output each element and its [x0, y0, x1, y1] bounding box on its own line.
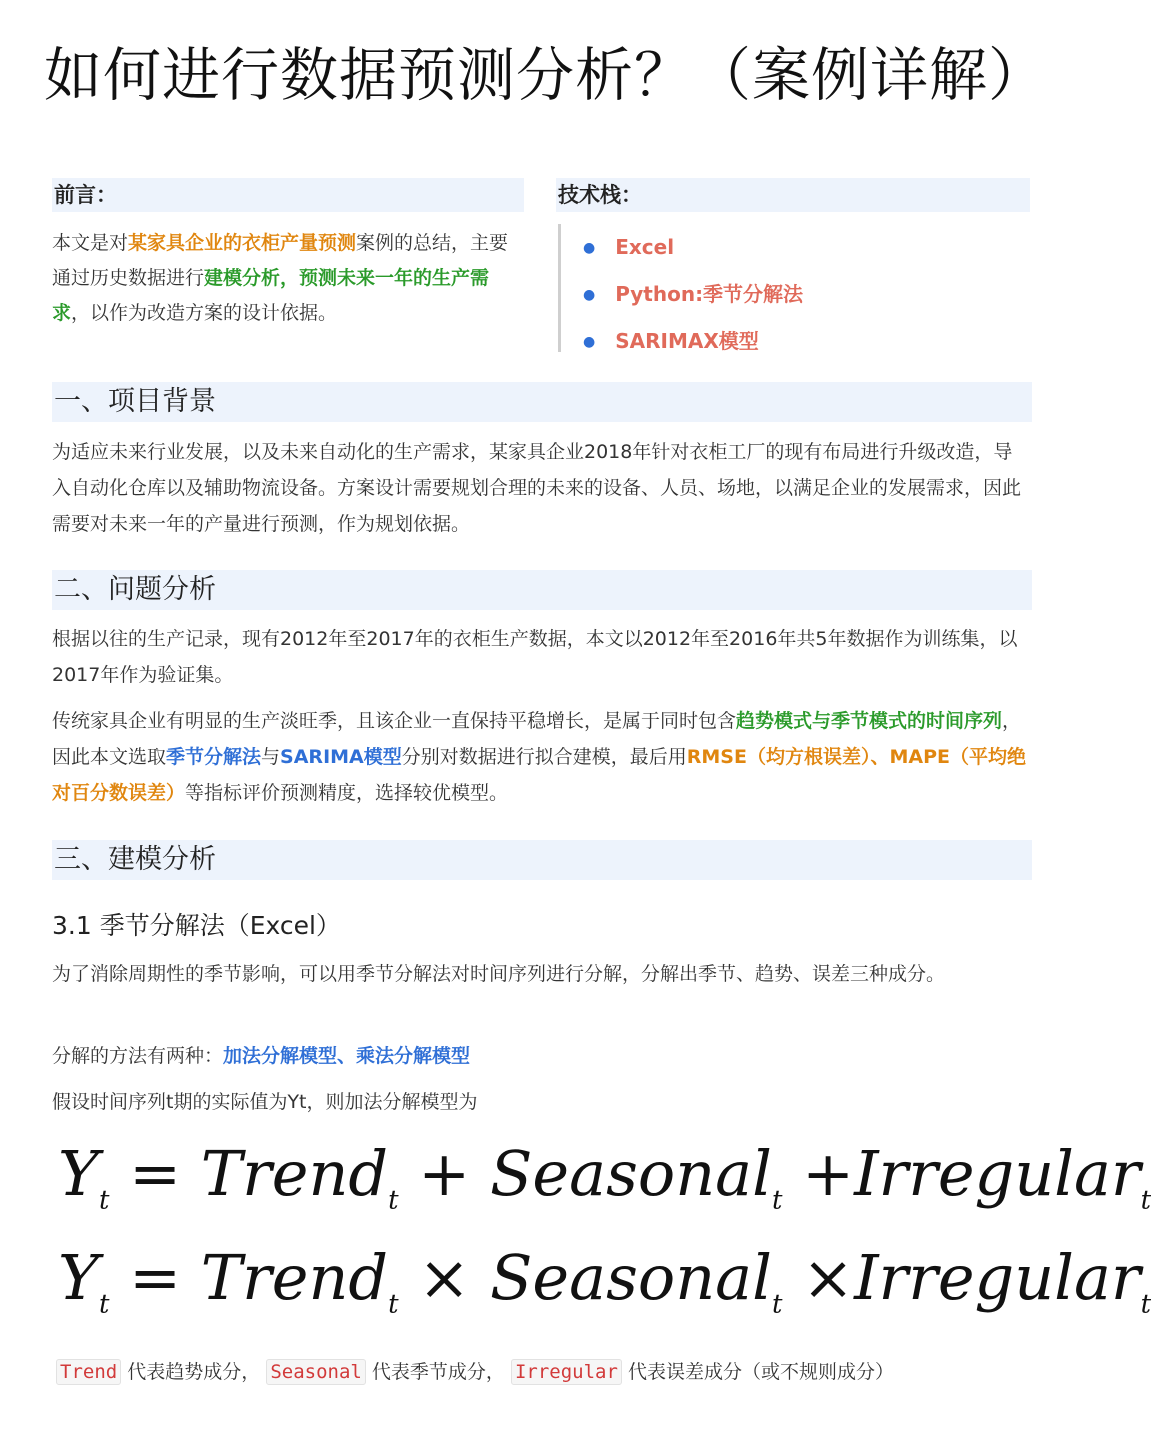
legend-text-trend: 代表趋势成分，: [127, 1361, 261, 1383]
formula-times: ×: [418, 1241, 471, 1314]
tech-stack-heading: 技术栈：: [556, 178, 1030, 212]
formula-sub-t: t: [1140, 1289, 1151, 1320]
method-separator: 、: [337, 1045, 357, 1067]
preface-text-2: 案例的总结，主要通过历史数据进行: [52, 232, 509, 289]
tech-stack-list: [558, 224, 1030, 352]
preface-highlight-topic: 某家具企业的衣柜产量预测: [128, 232, 357, 254]
section-2-heading: 二、问题分析: [52, 570, 1032, 610]
section-2-body-2: [52, 703, 1027, 811]
method-multiplicative: 乘法分解模型: [356, 1045, 471, 1067]
section-2-body-1: 根据以往的生产记录，现有2012年至2017年的衣柜生产数据，本文以2012年至2016年共5年数据作为训练集，以2017年作为验证集。: [52, 628, 1018, 686]
list-item: [583, 318, 1030, 365]
formula-plus: +: [418, 1137, 471, 1210]
preface-text-1: 本文是对: [52, 232, 129, 254]
s2-text-e: 等指标评价预测精度，选择较优模型。: [185, 782, 509, 804]
code-seasonal: Seasonal: [266, 1359, 366, 1385]
list-item: [583, 271, 1030, 318]
bullet-icon: ●: [583, 240, 596, 256]
s2-highlight-series-type: 趋势模式与季节模式的时间序列: [736, 710, 1003, 732]
formula-trend: Trend: [200, 1241, 389, 1314]
s2-text-c: 与: [261, 746, 281, 768]
formula-sub-t: t: [98, 1289, 110, 1320]
multiplicative-formula: [58, 1238, 1151, 1344]
s2-text-a: 传统家具企业有明显的生产淡旺季，且该企业一直保持平稳增长，是属于同时包含: [52, 710, 737, 732]
formula-sub-t: t: [388, 1289, 399, 1320]
s2-text-d: 分别对数据进行拟合建模，最后用: [401, 746, 687, 768]
section-3-body-1: 为了消除周期性的季节影响，可以用季节分解法对时间序列进行分解，分解出季节、趋势、误差三种成分。: [52, 963, 946, 985]
code-trend: Trend: [56, 1359, 121, 1385]
formula-seasonal: Seasonal: [489, 1137, 772, 1210]
additive-formula: [58, 1134, 1151, 1240]
tech-item-excel: Excel: [615, 235, 675, 259]
section-3-methods: [52, 1038, 1027, 1074]
code-irregular: Irregular: [511, 1359, 622, 1385]
section-3-heading: 三、建模分析: [52, 840, 1032, 880]
preface-text-3: ，以作为改造方案的设计依据。: [71, 302, 338, 324]
formula-seasonal: Seasonal: [489, 1241, 772, 1314]
legend-text-seasonal: 代表季节成分，: [371, 1361, 505, 1383]
section-1-body: 为适应未来行业发展，以及未来自动化的生产需求，某家具企业2018年针对衣柜工厂的现有布局进行升级改造，导入自动化仓库以及辅助物流设备。方案设计需要规划合理的未来的设备、人员、场地，以满足企业的发展需求，因此需要对未来一年的产量进行预测，作为规划依据。: [52, 441, 1022, 535]
formula-sub-t: t: [771, 1185, 783, 1216]
preface-text: [52, 226, 524, 331]
formula-sub-t: t: [1140, 1185, 1151, 1216]
method-additive: 加法分解模型: [223, 1045, 338, 1067]
section-1-heading: 一、项目背景: [52, 382, 1032, 422]
methods-label: 分解的方法有两种：: [52, 1045, 224, 1067]
formula-equals: =: [129, 1137, 182, 1210]
formula-plus: +: [802, 1137, 855, 1210]
formula-y: Y: [58, 1137, 99, 1210]
formula-irregular: Irregular: [854, 1137, 1141, 1210]
formula-sub-t: t: [388, 1185, 399, 1216]
s2-highlight-method-2: SARIMA模型: [280, 746, 402, 768]
formula-times: ×: [802, 1241, 855, 1314]
s2-highlight-method-1: 季节分解法: [166, 746, 262, 768]
bullet-icon: ●: [583, 334, 596, 350]
s2-highlight-metrics: RMSE（均方根误差）、MAPE（平均绝对百分数误差）: [52, 746, 1026, 804]
bullet-icon: ●: [583, 287, 596, 303]
section-3-body-3: 假设时间序列t期的实际值为Yt，则加法分解模型为: [52, 1091, 478, 1113]
preface-box: [52, 178, 524, 331]
s2-text-b: ，因此本文选取: [52, 710, 1022, 768]
page-title: 如何进行数据预测分析？（案例详解）: [44, 41, 1048, 109]
formula-sub-t: t: [98, 1185, 110, 1216]
formula-legend: [56, 1352, 1046, 1392]
formula-sub-t: t: [771, 1289, 783, 1320]
tech-item-sarimax: SARIMAX模型: [615, 329, 759, 353]
formula-y: Y: [58, 1241, 99, 1314]
tech-item-python: Python:季节分解法: [615, 282, 804, 306]
preface-highlight-goal: 建模分析，预测未来一年的生产需求: [52, 267, 490, 324]
list-item: [583, 224, 1030, 271]
legend-text-irregular: 代表误差成分（或不规则成分）: [627, 1361, 894, 1383]
preface-heading: 前言：: [52, 178, 524, 212]
section-3-1-heading: 3.1 季节分解法（Excel）: [52, 911, 341, 940]
formula-equals: =: [129, 1241, 182, 1314]
formula-irregular: Irregular: [854, 1241, 1141, 1314]
tech-stack-box: [556, 178, 1030, 352]
formula-trend: Trend: [200, 1137, 389, 1210]
